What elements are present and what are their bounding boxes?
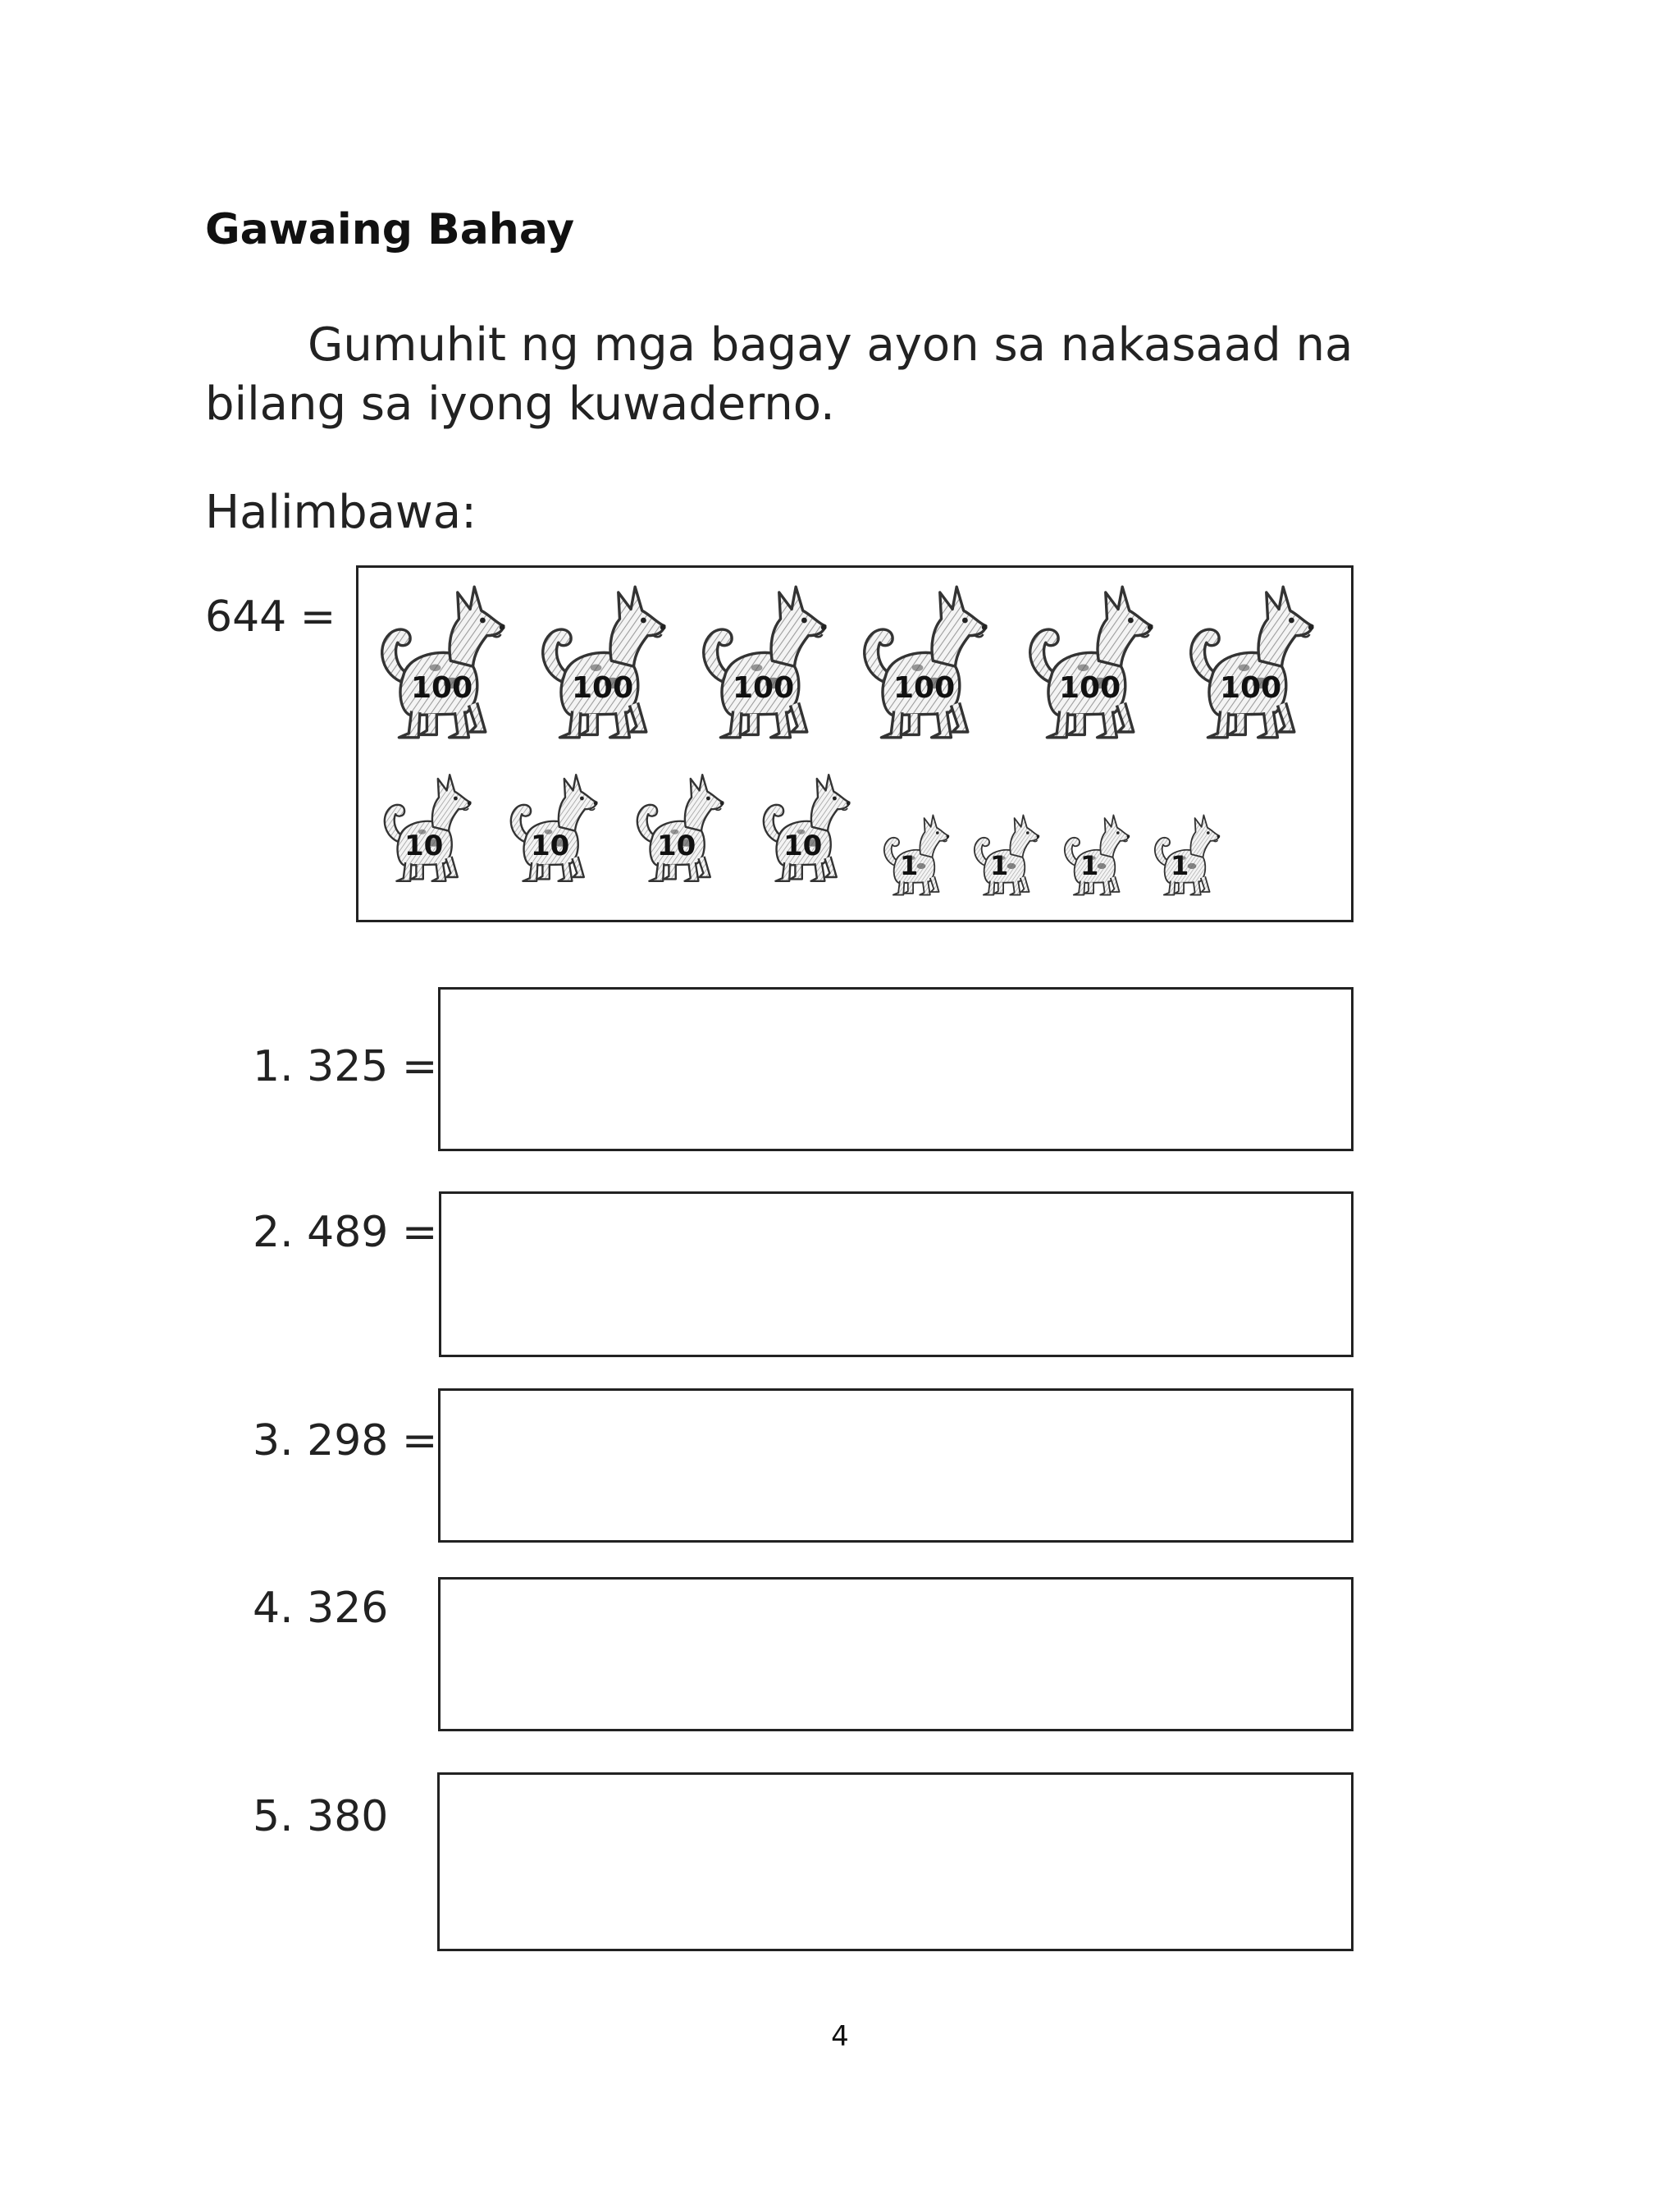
dog-icon (704, 587, 827, 738)
dog-value-label: 10 (783, 830, 823, 862)
dog-value-label: 10 (531, 830, 570, 862)
answer-box-5[interactable] (437, 1772, 1354, 1951)
dog-icon (1065, 815, 1130, 894)
dog-icon (975, 815, 1039, 894)
instruction-content: Gumuhit ng mga bagay ayon sa nakasaad na bilang sa iyong kuwaderno. (205, 318, 1354, 431)
dog-icon (637, 775, 724, 881)
dog-icon (511, 775, 598, 881)
dog-icon (764, 775, 851, 881)
dog-value-label: 10 (404, 830, 444, 862)
dog-icon (385, 775, 472, 881)
dog-icon (884, 815, 949, 894)
dog-value-label: 1 (900, 850, 919, 881)
exercise-label-3: 3. 298 = (253, 1416, 438, 1465)
dog-value-label: 1 (990, 850, 1009, 881)
dog-icon (1030, 587, 1153, 738)
exercise-label-1: 1. 325 = (253, 1042, 438, 1091)
example-picture-box (356, 565, 1354, 922)
exercise-label-2: 2. 489 = (253, 1208, 438, 1257)
dog-value-label: 1 (1171, 850, 1189, 881)
page-title: Gawaing Bahay (205, 205, 575, 254)
dog-icon (865, 587, 988, 738)
dog-value-label: 100 (1059, 671, 1121, 705)
answer-box-2[interactable] (439, 1191, 1354, 1357)
dog-icon-group (358, 568, 1356, 925)
dog-icon (543, 587, 666, 738)
answer-box-1[interactable] (438, 987, 1354, 1151)
answer-box-4[interactable] (438, 1577, 1354, 1731)
page-number: 4 (831, 2020, 849, 2053)
dog-value-label: 10 (657, 830, 696, 862)
dog-icon (382, 587, 505, 738)
exercise-label-5: 5. 380 (253, 1792, 389, 1841)
dog-value-label: 100 (733, 671, 795, 705)
dog-value-label: 100 (893, 671, 956, 705)
dog-icon (1191, 587, 1314, 738)
exercise-label-4: 4. 326 (253, 1584, 389, 1633)
dog-value-label: 1 (1080, 850, 1099, 881)
instruction-text (205, 316, 1378, 434)
dog-value-label: 100 (411, 671, 473, 705)
dog-icon (1155, 815, 1220, 894)
dog-value-label: 100 (1220, 671, 1282, 705)
answer-box-3[interactable] (438, 1388, 1354, 1543)
example-label: Halimbawa: (205, 486, 477, 539)
example-number: 644 = (205, 592, 336, 642)
dog-value-label: 100 (572, 671, 634, 705)
